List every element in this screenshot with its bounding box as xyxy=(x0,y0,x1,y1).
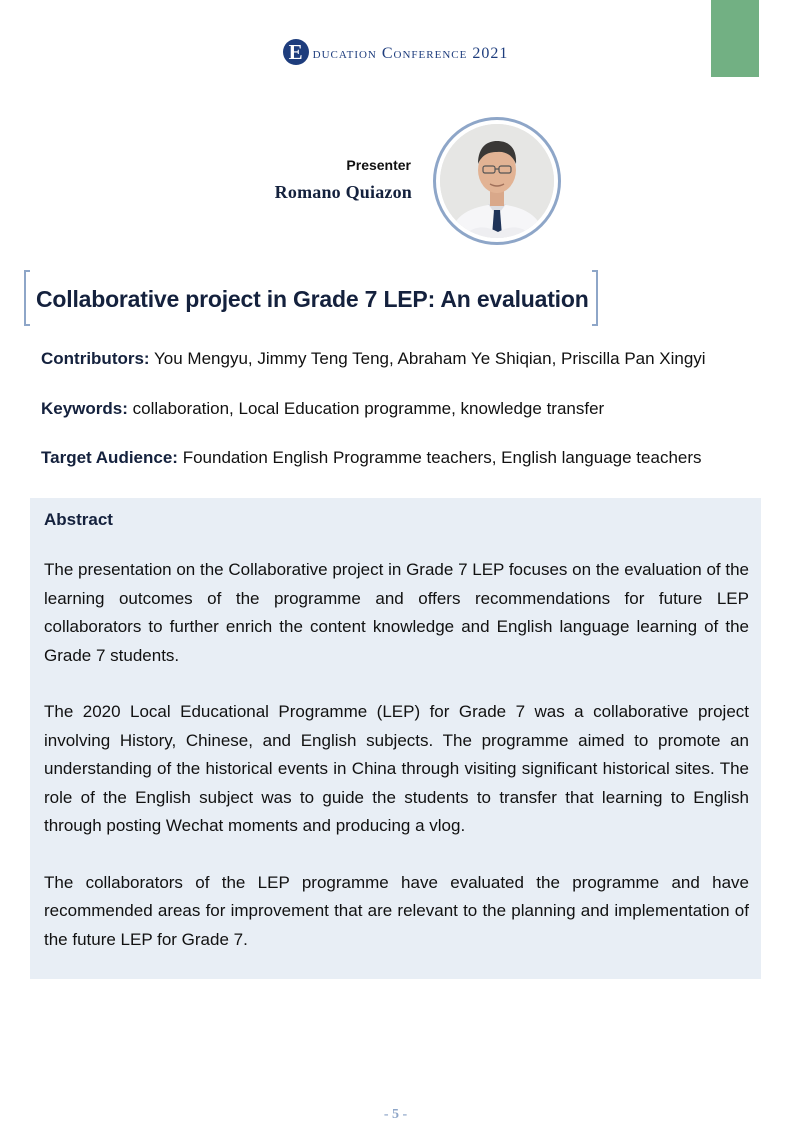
keywords-label: Keywords: xyxy=(41,399,128,418)
title-bracket-left xyxy=(24,270,30,326)
presenter-photo-frame xyxy=(433,117,561,245)
presenter-label: Presenter xyxy=(346,157,411,173)
contributors-value: You Mengyu, Jimmy Teng Teng, Abraham Ye Shiqian, Priscilla Pan Xingyi xyxy=(154,349,706,368)
target-audience-value: Foundation English Programme teachers, English language teachers xyxy=(182,448,702,467)
contributors-line xyxy=(41,349,706,369)
abstract-box xyxy=(30,498,761,979)
conference-header xyxy=(0,37,791,67)
target-audience-line xyxy=(41,448,702,468)
abstract-paragraph: The collaborators of the LEP programme have evaluated the programme and have recommended areas for improvement that are relevant to the planning and implementation of the future LEP for Grade 7. xyxy=(44,872,749,949)
title-bracket-right xyxy=(592,270,598,326)
page-number: - 5 - xyxy=(383,1107,408,1122)
paper-title: Collaborative project in Grade 7 LEP: An evaluation xyxy=(36,286,589,312)
abstract-paragraph: The presentation on the Collaborative project in Grade 7 LEP focuses on the evaluation of the learning outcomes of the programme and offers recommendations for future LEP collaborators to further enrich the content knowledge and English language learning of the Grade 7 students. xyxy=(44,560,749,665)
conference-logo: E xyxy=(283,39,309,65)
presenter-name: Romano Quiazon xyxy=(274,182,412,202)
keywords-value: collaboration, Local Education programme, knowledge transfer xyxy=(132,399,605,418)
conference-title: ducation Conference 2021 xyxy=(312,44,509,62)
contributors-label: Contributors: xyxy=(41,349,150,368)
abstract-heading: Abstract xyxy=(44,510,113,529)
paper-title-box xyxy=(24,270,598,326)
abstract-paragraph: The 2020 Local Educational Programme (LEP) for Grade 7 was a collaborative project involving History, Chinese, and English subjects. The programme aimed to promote an understanding of the historical events in China through visiting significant historical sites. The role of the English subject was to guide the students to transfer that learning to English through posting Wechat moments and producing a vlog. xyxy=(44,702,749,835)
keywords-line xyxy=(41,399,604,419)
target-audience-label: Target Audience: xyxy=(41,448,178,467)
presenter-photo xyxy=(440,124,554,238)
presenter-portrait-icon xyxy=(440,124,554,238)
